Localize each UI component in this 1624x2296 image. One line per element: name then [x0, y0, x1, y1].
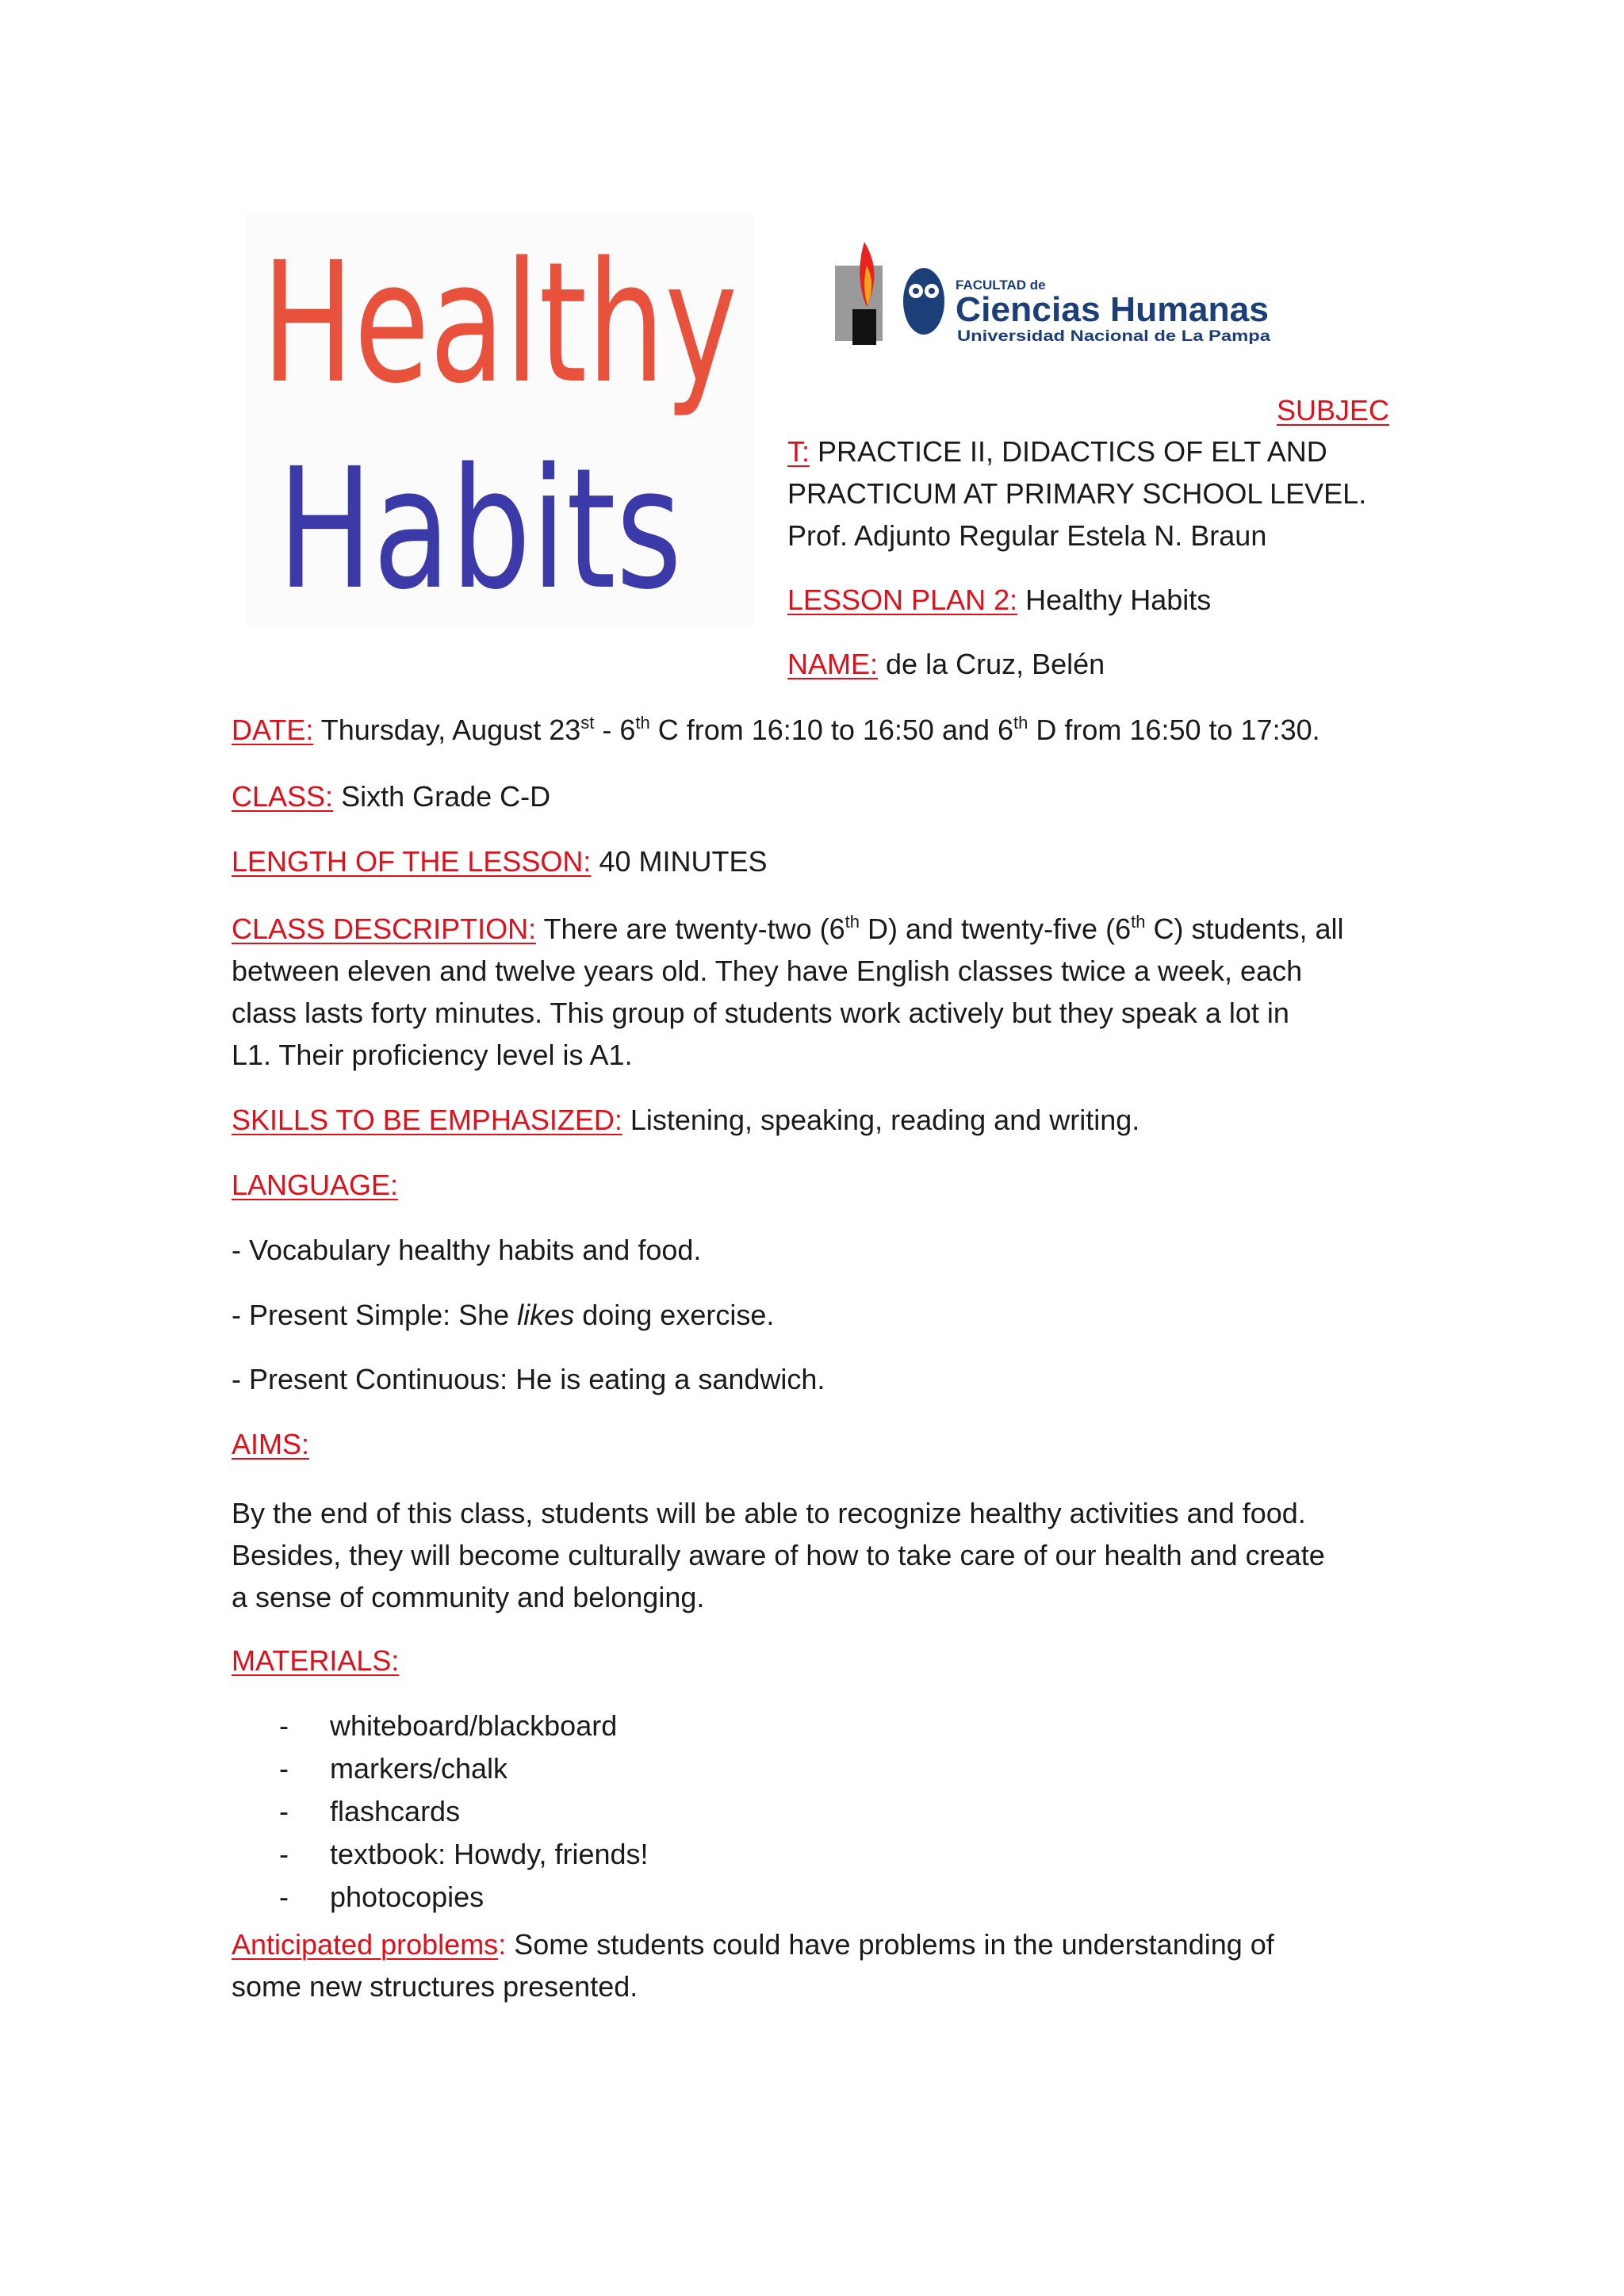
professor-line: Prof. Adjunto Regular Estela N. Braun	[787, 519, 1267, 552]
aims-line1: By the end of this class, students will be able to recognize healthy activities and food.	[232, 1497, 1306, 1529]
title-art-word1: Healthy	[262, 226, 737, 420]
language-label: LANGUAGE:	[232, 1169, 399, 1201]
date-sup-a: st	[580, 713, 595, 733]
list-item: - markers/chalk	[279, 1752, 508, 1785]
list-item: - photocopies	[279, 1881, 485, 1913]
material-item-text: photocopies	[330, 1881, 485, 1913]
anticipated-text-1: Some students could have problems in the understanding of	[506, 1928, 1274, 1961]
anticipated-colon: :	[498, 1928, 507, 1961]
class-description-text-c: C) students, all	[1145, 913, 1344, 945]
healthy-habits-title-art	[246, 214, 753, 626]
subject-text-1: PRACTICE II, DIDACTICS OF ELT AND	[818, 435, 1327, 468]
date-text-b: - 6	[594, 714, 636, 746]
class-description-line3: class lasts forty minutes. This group of students work actively but they speak a lot in	[232, 997, 1289, 1029]
skills-label: SKILLS TO BE EMPHASIZED:	[232, 1104, 622, 1136]
present-simple-emphasis: likes	[517, 1299, 575, 1331]
lesson-plan-label: LESSON PLAN 2:	[787, 584, 1018, 616]
date-sup-c: th	[1013, 713, 1028, 733]
date-text-c: C from 16:10 to 16:50 and 6	[649, 714, 1014, 746]
class-description-label: CLASS DESCRIPTION:	[232, 913, 537, 945]
lesson-plan-value: Healthy Habits	[1025, 584, 1212, 616]
subject-label-b: T:	[787, 435, 810, 468]
faculty-logo	[829, 234, 1281, 353]
logo-university: Universidad Nacional de La Pampa	[957, 328, 1271, 345]
class-description-sup2: th	[1131, 912, 1146, 932]
material-item-text: flashcards	[330, 1795, 461, 1827]
class-description-text-b: D) and twenty-five (6	[859, 913, 1132, 945]
date-text-a: Thursday, August 23	[320, 714, 581, 746]
aims-label: AIMS:	[232, 1428, 310, 1460]
materials-list	[279, 1705, 649, 1919]
anticipated-line2: some new structures presented.	[232, 1970, 638, 2003]
class-line	[232, 779, 550, 815]
length-value: 40 MINUTES	[599, 845, 768, 878]
materials-label: MATERIALS:	[232, 1644, 400, 1677]
title-art-word2: Habits	[278, 432, 682, 626]
name-line	[787, 646, 1105, 683]
length-label: LENGTH OF THE LESSON:	[232, 845, 592, 878]
date-line	[232, 712, 1320, 748]
name-value: de la Cruz, Belén	[886, 648, 1105, 680]
anticipated-label: Anticipated problems	[232, 1928, 499, 1961]
class-description	[232, 908, 1397, 1076]
class-description-line2: between eleven and twelve years old. They have English classes twice a week, each	[232, 955, 1303, 987]
list-item: - textbook: Howdy, friends!	[279, 1838, 649, 1870]
class-description-text-a: There are twenty-two (6	[543, 913, 845, 945]
material-item-text: markers/chalk	[330, 1752, 508, 1785]
date-label: DATE:	[232, 714, 314, 746]
subject-label-a: SUBJEC	[1276, 394, 1389, 427]
list-item: - whiteboard/blackboard	[279, 1709, 618, 1742]
material-item-text: whiteboard/blackboard	[330, 1709, 618, 1742]
name-label: NAME:	[787, 648, 879, 680]
list-item: - flashcards	[279, 1795, 461, 1827]
present-simple-text-b: doing exercise.	[574, 1299, 775, 1331]
logo-faculty-name: Ciencias Humanas	[956, 290, 1269, 329]
anticipated-line1	[232, 1927, 1274, 1963]
logo-faculty-small: FACULTAD de	[956, 277, 1046, 293]
aims-line2: Besides, they will become culturally aware of how to take care of our health and create	[232, 1539, 1325, 1571]
class-label: CLASS:	[232, 780, 334, 813]
aims-line3: a sense of community and belonging.	[232, 1581, 705, 1613]
language-item-present-continuous: - Present Continuous: He is eating a sandwich.	[232, 1363, 825, 1395]
present-simple-text-a: - Present Simple: She	[232, 1299, 518, 1331]
subject-line1	[787, 434, 1327, 470]
aims-paragraph	[232, 1492, 1397, 1618]
class-description-line1	[232, 908, 1397, 950]
language-item-vocabulary: - Vocabulary healthy habits and food.	[232, 1234, 702, 1266]
subject-line2: PRACTICUM AT PRIMARY SCHOOL LEVEL.	[787, 477, 1367, 510]
class-description-sup1: th	[845, 912, 860, 932]
class-value: Sixth Grade C-D	[341, 780, 551, 813]
date-sup-b: th	[635, 713, 650, 733]
lesson-plan-line	[787, 582, 1211, 618]
skills-line	[232, 1102, 1139, 1138]
length-line	[232, 844, 768, 880]
owl-icon	[903, 268, 944, 335]
date-text-d: D from 16:50 to 17:30.	[1028, 714, 1320, 746]
skills-value: Listening, speaking, reading and writing.	[630, 1104, 1140, 1136]
language-item-present-simple	[232, 1297, 774, 1334]
class-description-line4: L1. Their proficiency level is A1.	[232, 1039, 633, 1071]
material-item-text: textbook: Howdy, friends!	[330, 1838, 649, 1870]
